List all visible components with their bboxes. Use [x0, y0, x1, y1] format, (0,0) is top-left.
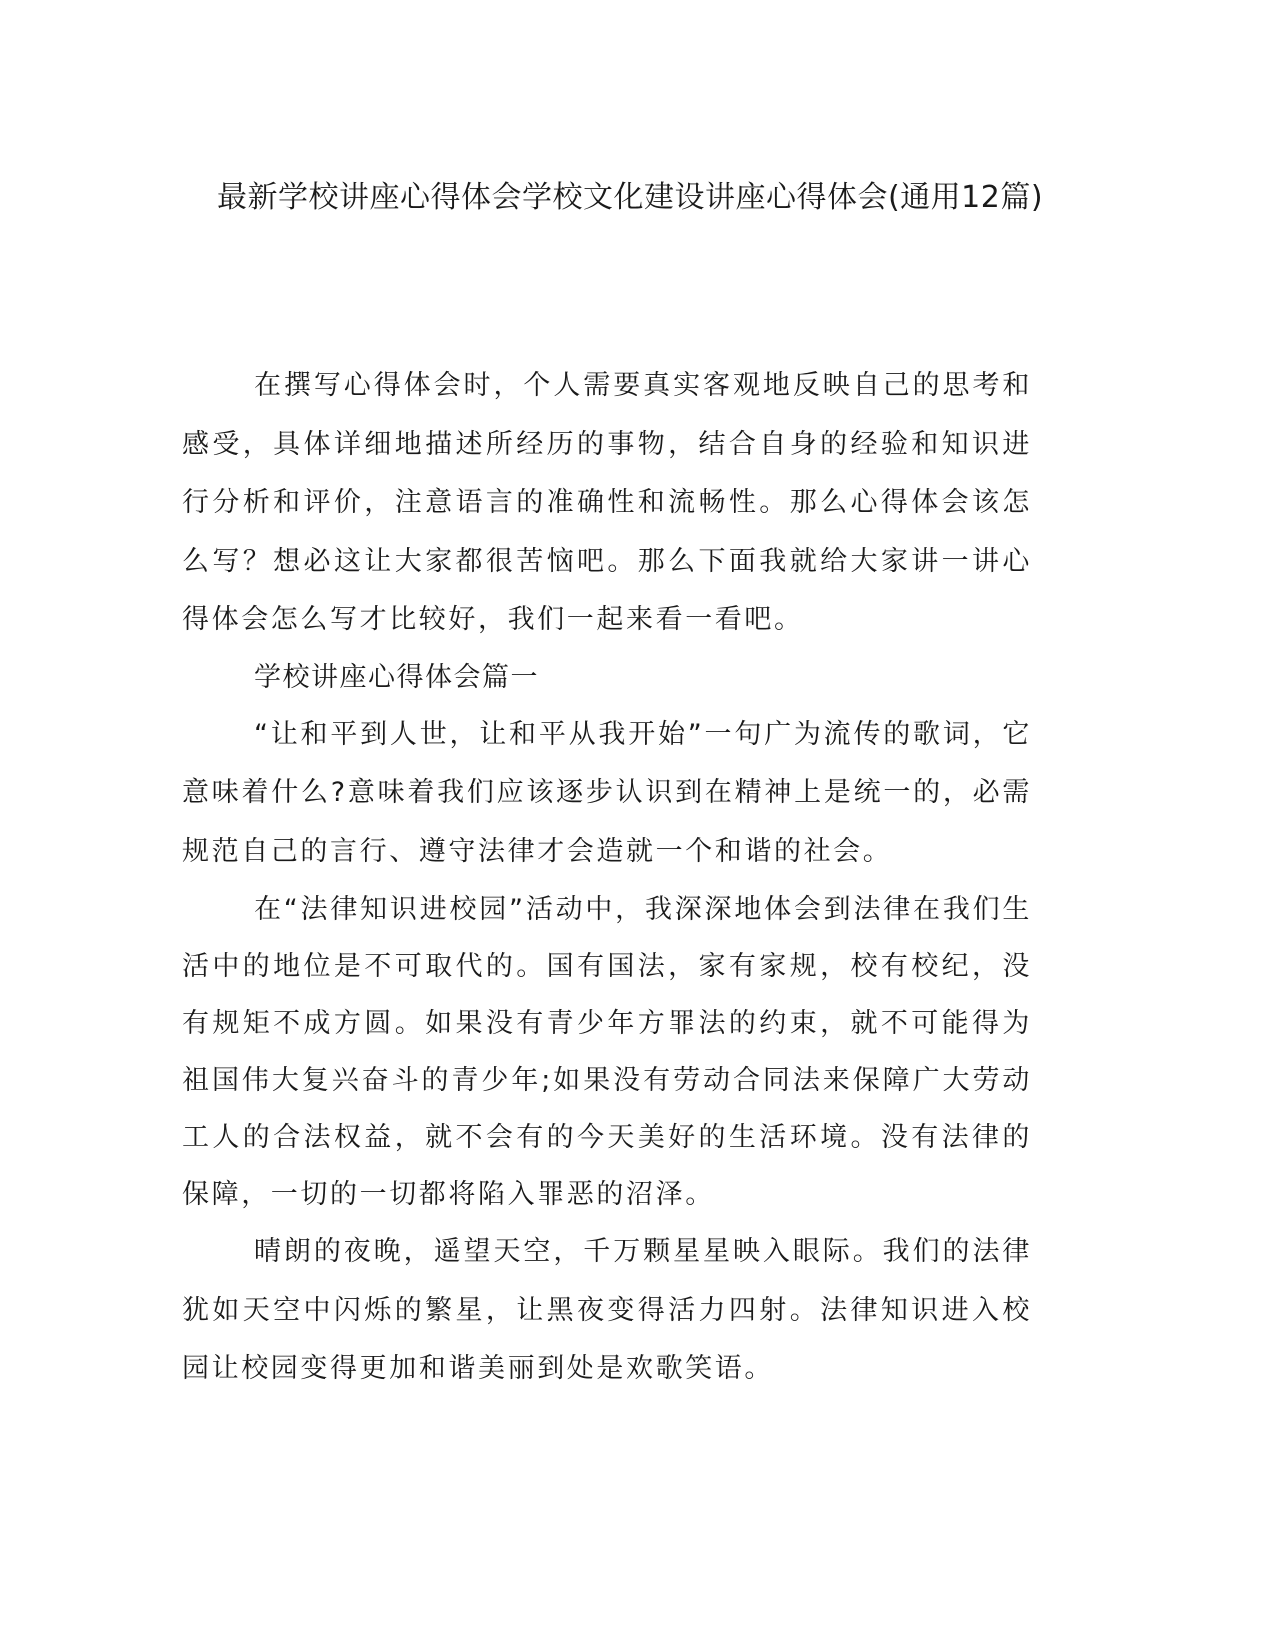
body-paragraph-night-sky: 晴朗的夜晚，遥望天空，千万颗星星映入眼际。我们的法律犹如天空中闪烁的繁星，让黑夜变得活力四射。法律知识进入校园让校园变得更加和谐美丽到处是欢歌笑语。: [182, 1236, 1032, 1384]
body-paragraph-peace: “让和平到人世，让和平从我开始”一句广为流传的歌词，它意味着什么?意味着我们应该逐步认识到在精神上是统一的，必需规范自己的言行、遵守法律才会造就一个和谐的社会。: [182, 718, 1032, 867]
document-body: [182, 357, 1032, 1399]
body-paragraph-law-campus: 在“法律知识进校园”活动中，我深深地体会到法律在我们生活中的地位是不可取代的。国有国法，家有家规，校有校纪，没有规矩不成方圆。如果没有青少年方罪法的约束，就不可能得为祖国伟大复兴奋斗的青少年;如果没有劳动合同法来保障广大劳动工人的合法权益，就不会有的今天美好的生活环境。没有法律的保障，一切的一切都将陷入罪恶的沼泽。: [182, 894, 1032, 1210]
document-title: 最新学校讲座心得体会学校文化建设讲座心得体会(通用12篇): [216, 180, 1044, 215]
intro-paragraph: 在撰写心得体会时，个人需要真实客观地反映自己的思考和感受，具体详细地描述所经历的事物，结合自身的经验和知识进行分析和评价，注意语言的准确性和流畅性。那么心得体会该怎么写？想必这让大家都很苦恼吧。那么下面我就给大家讲一讲心得体会怎么写才比较好，我们一起来看一看吧。: [182, 370, 1032, 635]
section-heading-part-one: 学校讲座心得体会篇一: [254, 661, 539, 693]
